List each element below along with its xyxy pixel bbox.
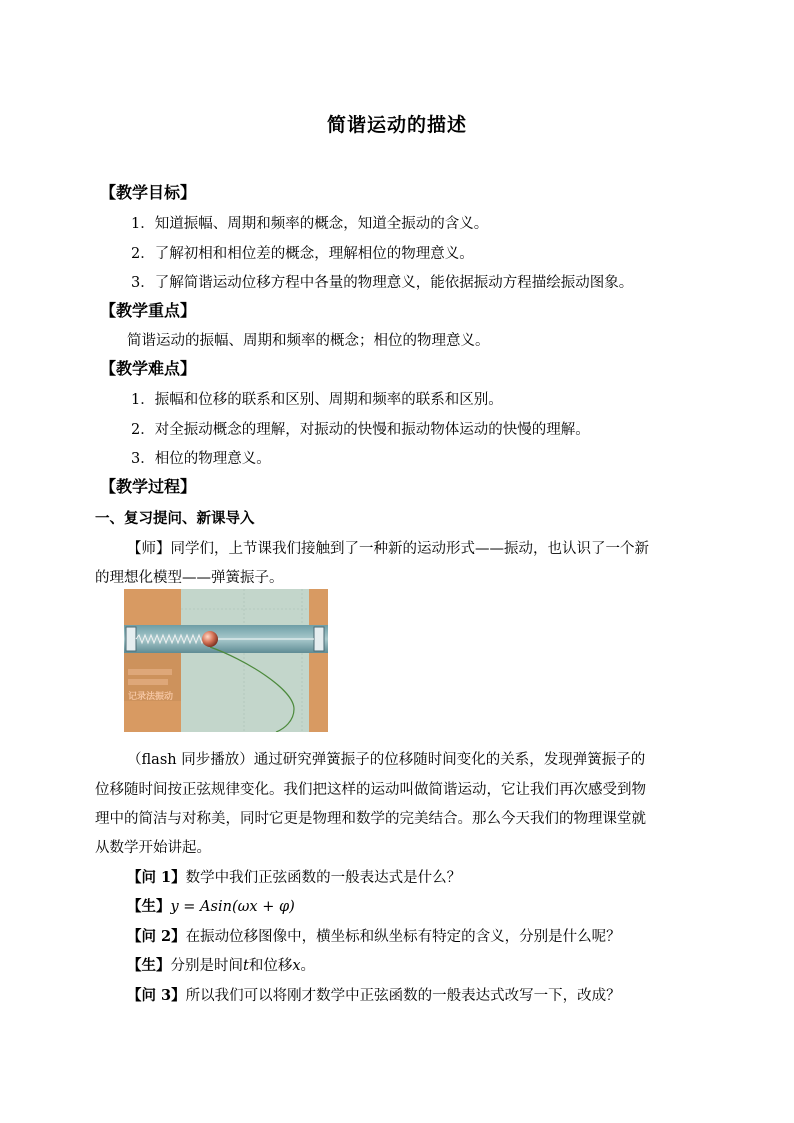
answer-2-tag: 【生】 — [127, 957, 171, 974]
heading-key-points: 【教学重点】 — [100, 301, 197, 320]
answer-1-tag: 【生】 — [127, 898, 171, 915]
question-2-tag: 【问 2】 — [127, 928, 186, 945]
question-1 — [127, 866, 461, 887]
answer-2-var-t: t — [243, 958, 249, 974]
difficulty-item-2: 2．对全振动概念的理解，对振动的快慢和振动物体运动的快慢的理解。 — [131, 422, 590, 438]
document-title: 简谐运动的描述 — [326, 114, 467, 136]
subheading-review: 一、复习提问、新课导入 — [95, 510, 255, 527]
answer-2 — [127, 954, 315, 975]
intro-paragraph-line-4: 从数学开始讲起。 — [95, 840, 211, 856]
teacher-paragraph-line-2: 的理想化模型——弹簧振子。 — [95, 570, 284, 586]
heading-objectives: 【教学目标】 — [100, 183, 197, 202]
answer-2-end: 。 — [300, 958, 316, 974]
question-1-tag: 【问 1】 — [127, 869, 186, 886]
answer-2-var-x: x — [292, 958, 301, 974]
teacher-tag: 【师】 — [127, 541, 171, 557]
question-3-text: 所以我们可以将刚才数学中正弦函数的一般表达式改写一下，改成？ — [185, 988, 621, 1004]
answer-1 — [127, 895, 295, 916]
answer-2-text-a: 分别是时间 — [170, 958, 243, 974]
answer-2-text-b: 和位移 — [248, 958, 293, 974]
difficulty-item-3: 3．相位的物理意义。 — [131, 451, 271, 467]
question-3-tag: 【问 3】 — [127, 987, 186, 1004]
intro-paragraph-line-1: （flash 同步播放）通过研究弹簧振子的位移随时间变化的关系，发现弹簧振子的 — [127, 752, 646, 768]
spring-oscillator-figure — [124, 589, 328, 732]
teacher-paragraph-line-1 — [127, 537, 649, 558]
intro-paragraph-line-2: 位移随时间按正弦规律变化。我们把这样的运动叫做简谐运动，它让我们再次感受到物 — [95, 782, 646, 798]
question-3 — [127, 984, 621, 1005]
difficulty-item-1: 1．振幅和位移的联系和区别、周期和频率的联系和区别。 — [131, 392, 503, 408]
answer-1-formula: y = Asin(ωx + φ) — [170, 899, 295, 915]
objective-item-1: 1．知道振幅、周期和频率的概念，知道全振动的含义。 — [131, 216, 489, 232]
heading-process: 【教学过程】 — [100, 477, 197, 496]
teacher-text: 同学们，上节课我们接触到了一种新的运动形式——振动，也认识了一个新 — [170, 541, 649, 557]
question-1-text: 数学中我们正弦函数的一般表达式是什么？ — [185, 870, 462, 886]
figure-caption-text: 记录法振动 — [128, 691, 174, 701]
question-2 — [127, 925, 621, 946]
intro-paragraph-line-3: 理中的简洁与对称美，同时它更是物理和数学的完美结合。那么今天我们的物理课堂就 — [95, 811, 646, 827]
objective-item-2: 2．了解初相和相位差的概念，理解相位的物理意义。 — [131, 246, 474, 262]
key-points-text: 简谐运动的振幅、周期和频率的概念；相位的物理意义。 — [127, 333, 490, 349]
heading-difficulties: 【教学难点】 — [100, 359, 197, 378]
objective-item-3: 3．了解简谐运动位移方程中各量的物理意义，能依据振动方程描绘振动图象。 — [131, 275, 634, 291]
question-2-text: 在振动位移图像中，横坐标和纵坐标有特定的含义，分别是什么呢？ — [185, 929, 621, 945]
